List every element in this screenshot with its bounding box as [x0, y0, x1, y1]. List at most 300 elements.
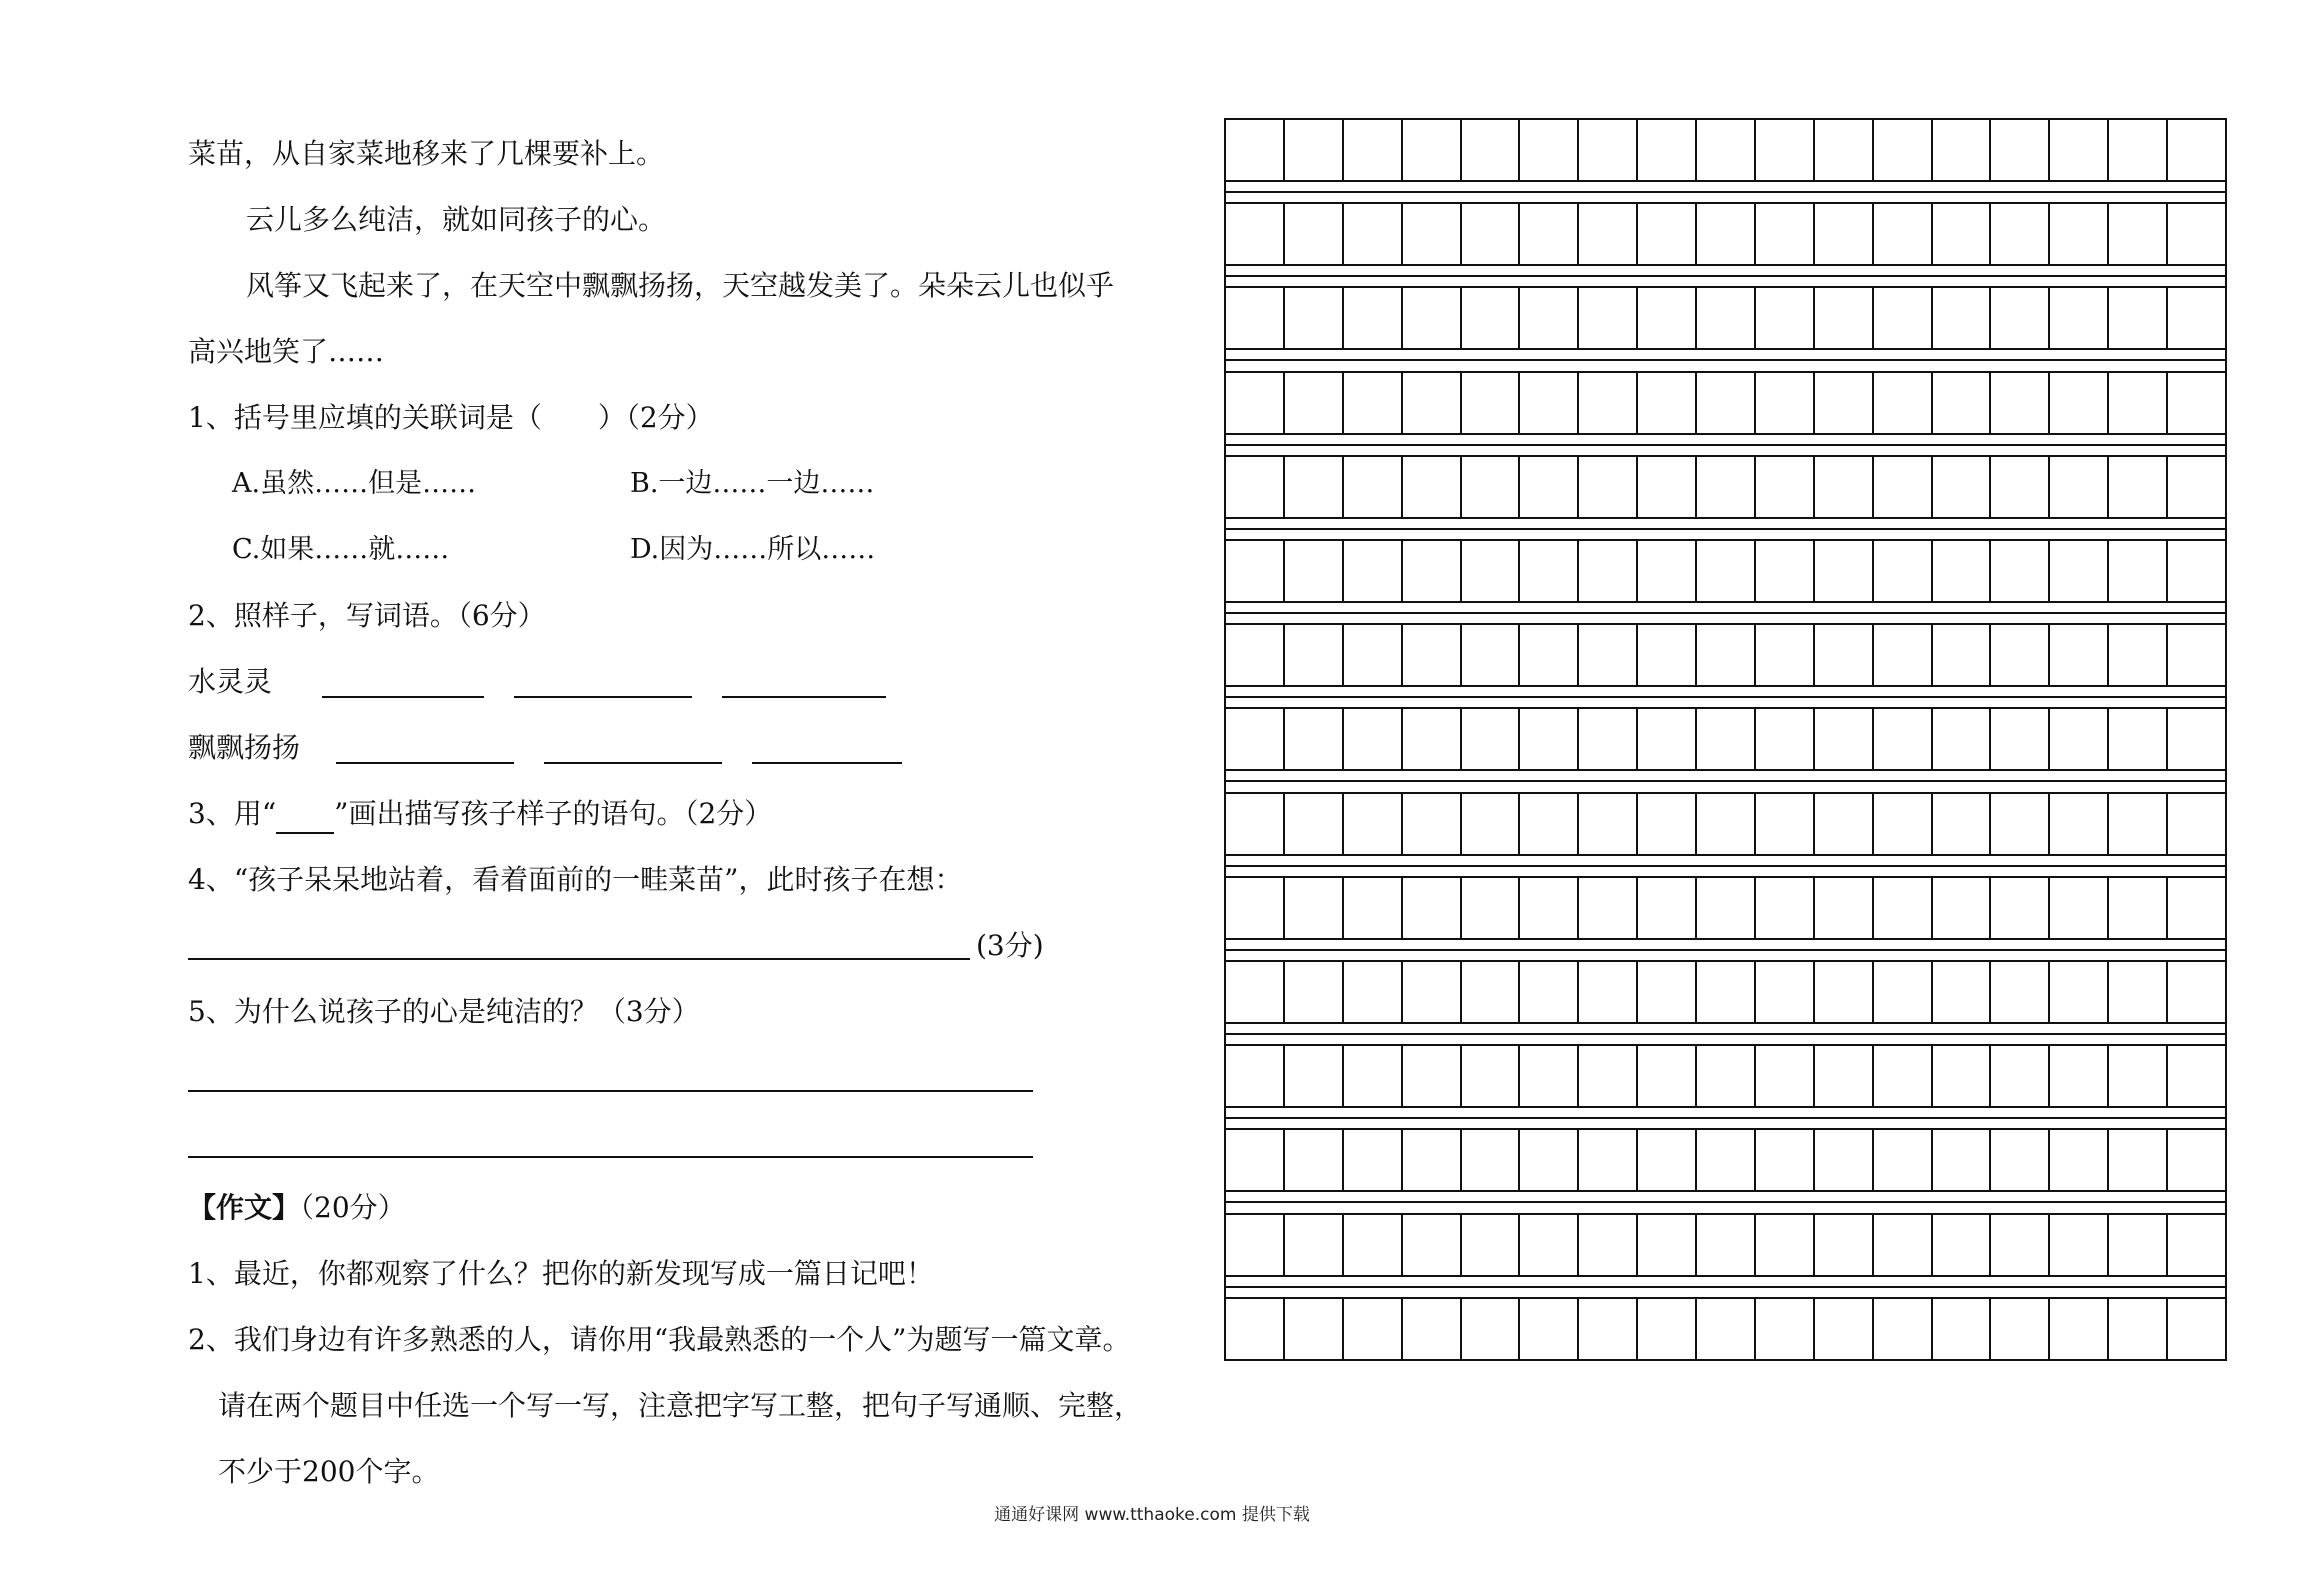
grid-cell[interactable]	[1403, 1046, 1462, 1106]
grid-cell[interactable]	[1991, 709, 2050, 769]
grid-cell[interactable]	[1285, 204, 1344, 264]
grid-cell[interactable]	[1520, 541, 1579, 601]
answer-blank[interactable]	[752, 762, 902, 764]
grid-cell[interactable]	[1462, 1299, 1521, 1359]
grid-cell[interactable]	[2050, 288, 2109, 348]
grid-cell[interactable]	[2109, 541, 2168, 601]
grid-cell[interactable]	[2168, 373, 2225, 433]
grid-cell[interactable]	[1520, 1215, 1579, 1275]
essay-instruction-1: 请在两个题目中任选一个写一写，注意把字写工整，把句子写通顺、完整，	[218, 1389, 1143, 1422]
grid-row	[1224, 1128, 2227, 1192]
grid-cell[interactable]	[2168, 962, 2225, 1022]
grid-cell[interactable]	[1756, 288, 1815, 348]
grid-cell[interactable]	[1933, 457, 1992, 517]
grid-cell[interactable]	[1226, 794, 1285, 854]
grid-cell[interactable]	[1933, 1046, 1992, 1106]
grid-row	[1224, 792, 2227, 856]
grid-cell[interactable]	[1520, 1130, 1579, 1190]
grid-cell[interactable]	[1462, 120, 1521, 180]
grid-cell[interactable]	[1874, 1130, 1933, 1190]
grid-cell[interactable]	[1579, 709, 1638, 769]
grid-cell[interactable]	[2050, 457, 2109, 517]
grid-cell[interactable]	[1579, 1130, 1638, 1190]
grid-cell[interactable]	[2050, 373, 2109, 433]
grid-cell[interactable]	[1815, 962, 1874, 1022]
grid-cell[interactable]	[1874, 794, 1933, 854]
grid-cell[interactable]	[1226, 962, 1285, 1022]
grid-cell[interactable]	[1756, 120, 1815, 180]
grid-cell[interactable]	[1520, 457, 1579, 517]
grid-cell[interactable]	[1756, 709, 1815, 769]
grid-cell[interactable]	[1638, 709, 1697, 769]
grid-cell[interactable]	[1933, 204, 1992, 264]
grid-cell[interactable]	[1638, 962, 1697, 1022]
grid-cell[interactable]	[1403, 541, 1462, 601]
grid-cell[interactable]	[1344, 204, 1403, 264]
grid-cell[interactable]	[1285, 1299, 1344, 1359]
grid-cell[interactable]	[1815, 373, 1874, 433]
grid-cell[interactable]	[1756, 878, 1815, 938]
grid-cell[interactable]	[1815, 541, 1874, 601]
grid-cell[interactable]	[1874, 1215, 1933, 1275]
grid-cell[interactable]	[1462, 1130, 1521, 1190]
grid-cell[interactable]	[1874, 120, 1933, 180]
grid-cell[interactable]	[1933, 625, 1992, 685]
grid-cell[interactable]	[1579, 120, 1638, 180]
grid-cell[interactable]	[1933, 288, 1992, 348]
grid-row	[1224, 286, 2227, 350]
grid-cell[interactable]	[1638, 457, 1697, 517]
question-3-suffix: ”画出描写孩子样子的语句。（2分）	[334, 797, 773, 830]
answer-blank[interactable]	[544, 762, 722, 764]
grid-cell[interactable]	[1226, 1046, 1285, 1106]
grid-cell[interactable]	[1933, 1215, 1992, 1275]
grid-cell[interactable]	[1933, 120, 1992, 180]
grid-cell[interactable]	[1874, 373, 1933, 433]
grid-row	[1224, 707, 2227, 771]
grid-cell[interactable]	[1638, 204, 1697, 264]
grid-row	[1224, 960, 2227, 1024]
grid-cell[interactable]	[1344, 120, 1403, 180]
grid-cell[interactable]	[1933, 878, 1992, 938]
grid-cell[interactable]	[1403, 878, 1462, 938]
grid-cell[interactable]	[2168, 1046, 2225, 1106]
grid-cell[interactable]	[1462, 288, 1521, 348]
grid-cell[interactable]	[1933, 709, 1992, 769]
grid-row-separator	[1224, 949, 2227, 951]
grid-cell[interactable]	[1697, 120, 1756, 180]
underline-sample	[276, 802, 334, 834]
grid-cell[interactable]	[1815, 457, 1874, 517]
grid-cell[interactable]	[1638, 541, 1697, 601]
grid-cell[interactable]	[1403, 204, 1462, 264]
grid-cell[interactable]	[2109, 204, 2168, 264]
grid-cell[interactable]	[1344, 457, 1403, 517]
grid-cell[interactable]	[1815, 878, 1874, 938]
grid-cell[interactable]	[1815, 1299, 1874, 1359]
grid-cell[interactable]	[1815, 1046, 1874, 1106]
grid-cell[interactable]	[1403, 709, 1462, 769]
grid-cell[interactable]	[1462, 1046, 1521, 1106]
grid-cell[interactable]	[1285, 1215, 1344, 1275]
grid-cell[interactable]	[1285, 120, 1344, 180]
grid-cell[interactable]	[1991, 962, 2050, 1022]
grid-cell[interactable]	[1638, 288, 1697, 348]
grid-row	[1224, 1213, 2227, 1277]
question-1: 1、括号里应填的关联词是（ ）（2分）	[188, 401, 714, 434]
grid-cell[interactable]	[2168, 709, 2225, 769]
grid-cell[interactable]	[1226, 1299, 1285, 1359]
grid-cell[interactable]	[1638, 625, 1697, 685]
grid-cell[interactable]	[1874, 1046, 1933, 1106]
answer-line[interactable]	[188, 1090, 1033, 1092]
grid-cell[interactable]	[2168, 204, 2225, 264]
grid-cell[interactable]	[1697, 204, 1756, 264]
grid-cell[interactable]	[2050, 962, 2109, 1022]
grid-row-separator	[1224, 1033, 2227, 1035]
question-3-prefix: 3、用“	[188, 797, 277, 830]
grid-cell[interactable]	[1520, 373, 1579, 433]
grid-cell[interactable]	[1226, 625, 1285, 685]
grid-row-separator	[1224, 696, 2227, 698]
grid-cell[interactable]	[1933, 1130, 1992, 1190]
grid-row	[1224, 539, 2227, 603]
grid-cell[interactable]	[2050, 541, 2109, 601]
grid-cell[interactable]	[1756, 794, 1815, 854]
grid-cell[interactable]	[1462, 373, 1521, 433]
answer-line[interactable]	[188, 958, 970, 960]
grid-cell[interactable]	[1991, 373, 2050, 433]
grid-cell[interactable]	[1285, 1046, 1344, 1106]
grid-cell[interactable]	[1579, 457, 1638, 517]
grid-cell[interactable]	[1520, 1046, 1579, 1106]
grid-cell[interactable]	[1933, 794, 1992, 854]
grid-cell[interactable]	[1756, 204, 1815, 264]
grid-cell[interactable]	[1226, 541, 1285, 601]
grid-cell[interactable]	[1226, 1215, 1285, 1275]
grid-cell[interactable]	[1344, 1299, 1403, 1359]
grid-cell[interactable]	[1874, 204, 1933, 264]
grid-cell[interactable]	[1226, 120, 1285, 180]
grid-row	[1224, 118, 2227, 182]
grid-cell[interactable]	[1756, 962, 1815, 1022]
grid-cell[interactable]	[1579, 541, 1638, 601]
grid-cell[interactable]	[1991, 457, 2050, 517]
grid-cell[interactable]	[1462, 878, 1521, 938]
grid-cell[interactable]	[2109, 120, 2168, 180]
grid-cell[interactable]	[1285, 1130, 1344, 1190]
grid-cell[interactable]	[1344, 1046, 1403, 1106]
grid-cell[interactable]	[1991, 1130, 2050, 1190]
grid-cell[interactable]	[2168, 457, 2225, 517]
grid-row-separator	[1224, 275, 2227, 277]
grid-cell[interactable]	[1638, 373, 1697, 433]
grid-cell[interactable]	[2109, 625, 2168, 685]
grid-cell[interactable]	[1874, 457, 1933, 517]
grid-cell[interactable]	[1638, 878, 1697, 938]
grid-cell[interactable]	[1697, 457, 1756, 517]
grid-cell[interactable]	[1579, 625, 1638, 685]
grid-cell[interactable]	[1462, 962, 1521, 1022]
grid-cell[interactable]	[1815, 120, 1874, 180]
grid-cell[interactable]	[1226, 288, 1285, 348]
grid-cell[interactable]	[1285, 288, 1344, 348]
writing-grid[interactable]	[1224, 118, 2227, 1361]
grid-cell[interactable]	[1462, 457, 1521, 517]
grid-cell[interactable]	[1403, 457, 1462, 517]
grid-cell[interactable]	[1403, 1215, 1462, 1275]
grid-row	[1224, 1044, 2227, 1108]
grid-cell[interactable]	[2109, 709, 2168, 769]
grid-cell[interactable]	[1933, 541, 1992, 601]
grid-cell[interactable]	[1520, 962, 1579, 1022]
grid-cell[interactable]	[1520, 625, 1579, 685]
grid-row-separator	[1224, 612, 2227, 614]
grid-cell[interactable]	[1226, 457, 1285, 517]
grid-cell[interactable]	[1344, 541, 1403, 601]
grid-cell[interactable]	[1991, 288, 2050, 348]
grid-cell[interactable]	[1403, 625, 1462, 685]
grid-cell[interactable]	[1638, 1299, 1697, 1359]
grid-cell[interactable]	[1226, 373, 1285, 433]
grid-cell[interactable]	[1520, 1299, 1579, 1359]
grid-cell[interactable]	[1520, 204, 1579, 264]
grid-cell[interactable]	[2109, 1215, 2168, 1275]
grid-cell[interactable]	[1697, 288, 1756, 348]
grid-row-separator	[1224, 780, 2227, 782]
grid-cell[interactable]	[1579, 878, 1638, 938]
grid-cell[interactable]	[1697, 709, 1756, 769]
grid-cell[interactable]	[2168, 878, 2225, 938]
grid-cell[interactable]	[1344, 962, 1403, 1022]
grid-cell[interactable]	[2050, 1299, 2109, 1359]
passage-line-4: 高兴地笑了……	[188, 335, 385, 368]
grid-cell[interactable]	[1520, 794, 1579, 854]
grid-cell[interactable]	[1520, 709, 1579, 769]
grid-cell[interactable]	[1226, 204, 1285, 264]
grid-cell[interactable]	[1756, 541, 1815, 601]
grid-cell[interactable]	[1579, 1299, 1638, 1359]
grid-cell[interactable]	[1579, 288, 1638, 348]
grid-cell[interactable]	[1991, 794, 2050, 854]
grid-cell[interactable]	[1462, 709, 1521, 769]
grid-cell[interactable]	[1638, 1215, 1697, 1275]
grid-cell[interactable]	[1933, 373, 1992, 433]
grid-cell[interactable]	[1344, 709, 1403, 769]
grid-cell[interactable]	[2109, 794, 2168, 854]
grid-cell[interactable]	[1756, 625, 1815, 685]
grid-cell[interactable]	[1638, 120, 1697, 180]
grid-cell[interactable]	[2109, 1046, 2168, 1106]
grid-cell[interactable]	[1285, 962, 1344, 1022]
grid-cell[interactable]	[1462, 541, 1521, 601]
grid-cell[interactable]	[1991, 1299, 2050, 1359]
grid-cell[interactable]	[1638, 794, 1697, 854]
grid-cell[interactable]	[2168, 1299, 2225, 1359]
grid-cell[interactable]	[2050, 120, 2109, 180]
grid-cell[interactable]	[1991, 541, 2050, 601]
grid-cell[interactable]	[1403, 288, 1462, 348]
grid-cell[interactable]	[1344, 878, 1403, 938]
grid-cell[interactable]	[1403, 1130, 1462, 1190]
grid-cell[interactable]	[1638, 1046, 1697, 1106]
grid-cell[interactable]	[1285, 878, 1344, 938]
grid-cell[interactable]	[1697, 541, 1756, 601]
grid-cell[interactable]	[1756, 1130, 1815, 1190]
grid-cell[interactable]	[2050, 794, 2109, 854]
grid-cell[interactable]	[1285, 541, 1344, 601]
grid-cell[interactable]	[2109, 288, 2168, 348]
grid-row	[1224, 455, 2227, 519]
grid-cell[interactable]	[2050, 625, 2109, 685]
grid-cell[interactable]	[1874, 541, 1933, 601]
grid-cell[interactable]	[1815, 204, 1874, 264]
grid-cell[interactable]	[2109, 962, 2168, 1022]
grid-cell[interactable]	[1344, 794, 1403, 854]
grid-cell[interactable]	[1579, 794, 1638, 854]
grid-cell[interactable]	[1991, 120, 2050, 180]
grid-cell[interactable]	[1520, 120, 1579, 180]
grid-cell[interactable]	[2168, 794, 2225, 854]
grid-cell[interactable]	[1285, 625, 1344, 685]
grid-cell[interactable]	[1403, 794, 1462, 854]
essay-heading: 【作文】	[188, 1191, 301, 1224]
grid-cell[interactable]	[1697, 962, 1756, 1022]
grid-cell[interactable]	[1638, 1130, 1697, 1190]
grid-row	[1224, 1297, 2227, 1361]
grid-cell[interactable]	[1697, 1299, 1756, 1359]
grid-cell[interactable]	[1462, 1215, 1521, 1275]
grid-cell[interactable]	[1344, 1215, 1403, 1275]
grid-cell[interactable]	[2109, 1130, 2168, 1190]
grid-cell[interactable]	[1579, 1046, 1638, 1106]
passage-line-1: 菜苗，从自家菜地移来了几棵要补上。	[188, 137, 665, 170]
grid-cell[interactable]	[1815, 709, 1874, 769]
grid-cell[interactable]	[1285, 373, 1344, 433]
grid-cell[interactable]	[1697, 625, 1756, 685]
answer-line[interactable]	[188, 1156, 1033, 1158]
grid-cell[interactable]	[1815, 288, 1874, 348]
grid-cell[interactable]	[1756, 1299, 1815, 1359]
grid-row-separator	[1224, 1286, 2227, 1288]
grid-cell[interactable]	[1344, 625, 1403, 685]
grid-cell[interactable]	[1874, 625, 1933, 685]
grid-cell[interactable]	[1403, 120, 1462, 180]
grid-cell[interactable]	[1756, 1046, 1815, 1106]
grid-cell[interactable]	[1697, 373, 1756, 433]
grid-cell[interactable]	[1226, 709, 1285, 769]
grid-row-separator	[1224, 359, 2227, 361]
grid-cell[interactable]	[2109, 373, 2168, 433]
grid-cell[interactable]	[2168, 288, 2225, 348]
question-2-example-1: 水灵灵	[188, 665, 273, 698]
grid-cell[interactable]	[1462, 204, 1521, 264]
grid-cell[interactable]	[1815, 1215, 1874, 1275]
grid-cell[interactable]	[2168, 1215, 2225, 1275]
grid-cell[interactable]	[1403, 1299, 1462, 1359]
grid-cell[interactable]	[2168, 625, 2225, 685]
grid-cell[interactable]	[1815, 1130, 1874, 1190]
grid-cell[interactable]	[1285, 709, 1344, 769]
answer-blank[interactable]	[336, 762, 514, 764]
grid-cell[interactable]	[1815, 625, 1874, 685]
grid-cell[interactable]	[2168, 541, 2225, 601]
grid-cell[interactable]	[1462, 625, 1521, 685]
grid-cell[interactable]	[2109, 878, 2168, 938]
grid-cell[interactable]	[1756, 457, 1815, 517]
grid-cell[interactable]	[2050, 1130, 2109, 1190]
grid-cell[interactable]	[1579, 204, 1638, 264]
grid-cell[interactable]	[1285, 794, 1344, 854]
grid-cell[interactable]	[1403, 373, 1462, 433]
grid-cell[interactable]	[1344, 373, 1403, 433]
grid-cell[interactable]	[1520, 878, 1579, 938]
grid-cell[interactable]	[1579, 962, 1638, 1022]
grid-cell[interactable]	[2050, 1215, 2109, 1275]
grid-cell[interactable]	[1697, 1130, 1756, 1190]
grid-cell[interactable]	[1462, 794, 1521, 854]
grid-cell[interactable]	[1697, 794, 1756, 854]
grid-cell[interactable]	[2050, 709, 2109, 769]
grid-cell[interactable]	[1697, 878, 1756, 938]
grid-cell[interactable]	[1933, 1299, 1992, 1359]
grid-cell[interactable]	[1991, 625, 2050, 685]
grid-cell[interactable]	[1697, 1215, 1756, 1275]
grid-cell[interactable]	[1991, 1046, 2050, 1106]
question-5: 5、为什么说孩子的心是纯洁的？（3分）	[188, 995, 700, 1028]
grid-cell[interactable]	[2109, 1299, 2168, 1359]
grid-row-separator	[1224, 528, 2227, 530]
grid-cell[interactable]	[1991, 204, 2050, 264]
grid-cell[interactable]	[1991, 1215, 2050, 1275]
grid-cell[interactable]	[1226, 878, 1285, 938]
grid-cell[interactable]	[1874, 1299, 1933, 1359]
grid-cell[interactable]	[1874, 288, 1933, 348]
grid-cell[interactable]	[1991, 878, 2050, 938]
passage-line-3: 风筝又飞起来了，在天空中飘飘扬扬，天空越发美了。朵朵云儿也似乎	[246, 269, 1115, 302]
grid-cell[interactable]	[1226, 1130, 1285, 1190]
question-2-example-2: 飘飘扬扬	[188, 731, 301, 764]
grid-cell[interactable]	[1285, 457, 1344, 517]
grid-cell[interactable]	[2050, 204, 2109, 264]
grid-cell[interactable]	[1344, 288, 1403, 348]
question-4-score: (3分)	[976, 929, 1044, 962]
answer-blank[interactable]	[514, 696, 692, 698]
grid-cell[interactable]	[1756, 1215, 1815, 1275]
grid-cell[interactable]	[2050, 1046, 2109, 1106]
grid-cell[interactable]	[1756, 373, 1815, 433]
grid-cell[interactable]	[1403, 962, 1462, 1022]
grid-cell[interactable]	[2168, 120, 2225, 180]
grid-cell[interactable]	[1344, 1130, 1403, 1190]
grid-cell[interactable]	[1815, 794, 1874, 854]
grid-cell[interactable]	[1579, 1215, 1638, 1275]
grid-cell[interactable]	[1874, 709, 1933, 769]
answer-blank[interactable]	[722, 696, 886, 698]
grid-cell[interactable]	[1579, 373, 1638, 433]
grid-cell[interactable]	[1520, 288, 1579, 348]
grid-cell[interactable]	[1933, 962, 1992, 1022]
grid-cell[interactable]	[2050, 878, 2109, 938]
grid-cell[interactable]	[2109, 457, 2168, 517]
grid-cell[interactable]	[1874, 962, 1933, 1022]
essay-heading-row	[188, 1188, 406, 1228]
answer-blank[interactable]	[322, 696, 484, 698]
grid-cell[interactable]	[1697, 1046, 1756, 1106]
grid-row-separator	[1224, 1117, 2227, 1119]
grid-cell[interactable]	[1874, 878, 1933, 938]
grid-cell[interactable]	[2168, 1130, 2225, 1190]
